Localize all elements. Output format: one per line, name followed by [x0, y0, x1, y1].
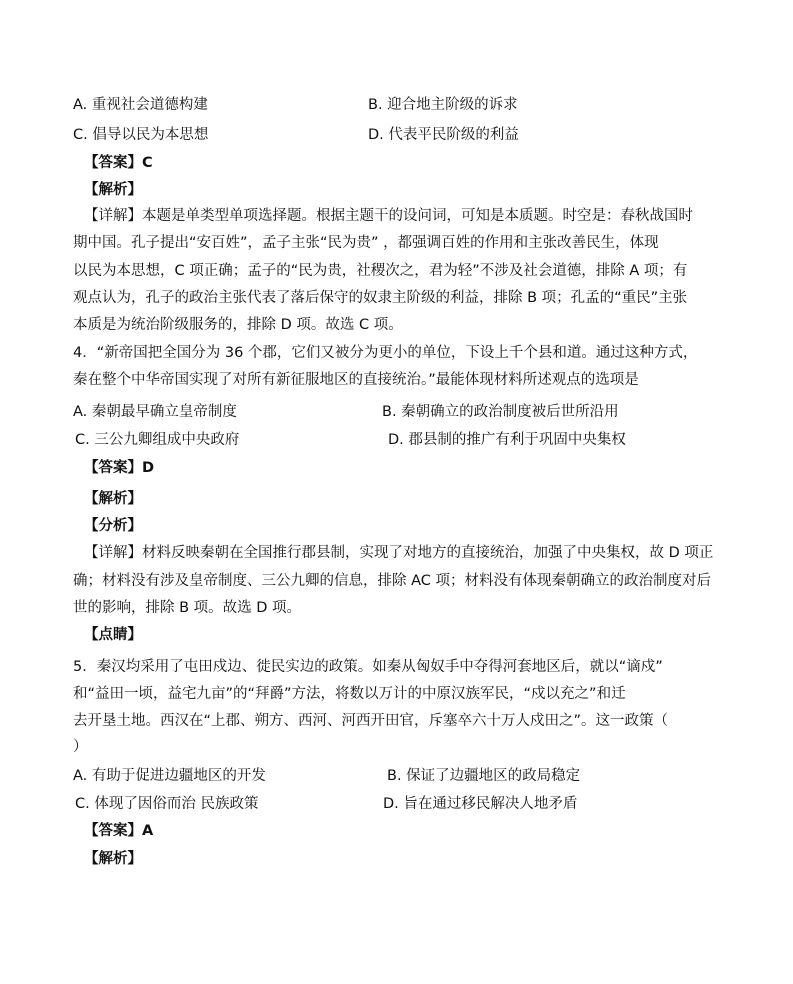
q3-detail-line-4: 观点认为，孔子的政治主张代表了落后保守的奴隶主阶级的利益，排除 B 项；孔孟的“重民”主张 — [73, 290, 688, 306]
q4-stem-line-2: 秦在整个中华帝国实现了对所有新征服地区的直接统治。”最能体现材料所述观点的选项是 — [73, 372, 639, 388]
q5-option-b: B. 保证了边疆地区的政局稳定 — [387, 768, 581, 784]
q3-option-c: C. 倡导以民为本思想 — [73, 127, 209, 143]
q4-dianjing-heading: 【点睛】 — [84, 627, 142, 643]
q3-option-b: B. 迎合地主阶级的诉求 — [368, 97, 518, 113]
q5-option-d: D. 旨在通过移民解决人地矛盾 — [383, 796, 578, 812]
q5-analysis-heading: 【解析】 — [84, 851, 142, 867]
q5-stem-line-3: 去开垦土地。西汉在“上郡、朔方、西河、河西开田官，斥塞卒六十万人戍田之”。这一政策（ — [73, 713, 669, 729]
q4-stem-line-1: 4．“新帝国把全国分为 36 个郡，它们又被分为更小的单位，下设上千个县和道。通过这种方式， — [73, 345, 698, 361]
q4-fenxi-heading: 【分析】 — [84, 518, 142, 534]
q3-detail-line-5: 本质是为统治阶级服务的，排除 D 项。故选 C 项。 — [73, 317, 403, 333]
q3-detail-line-2: 期中国。孔子提出“安百姓”，孟子主张“民为贵” ，都强调百姓的作用和主张改善民生，体现 — [73, 235, 659, 251]
q5-answer: 【答案】A — [84, 823, 154, 839]
q3-answer: 【答案】C — [84, 155, 153, 171]
q4-option-c: C. 三公九卿组成中央政府 — [75, 432, 240, 448]
q4-option-a: A. 秦朝最早确立皇帝制度 — [73, 404, 237, 420]
q5-stem-line-4: ） — [73, 739, 88, 755]
q3-detail-line-3: 以民为本思想，C 项正确；孟子的“民为贵，社稷次之，君为轻”不涉及社会道德，排除 A 项；有 — [73, 263, 688, 279]
q5-stem-line-1: 5．秦汉均采用了屯田戍边、徙民实边的政策。如秦从匈奴手中夺得河套地区后，就以“谪戍” — [73, 659, 663, 675]
q4-analysis-heading: 【解析】 — [84, 491, 142, 507]
q5-stem-line-2: 和“益田一顷，益宅九亩”的“拜爵”方法，将数以万计的中原汉族军民，“戍以充之”和迁 — [73, 686, 626, 702]
q4-option-d: D. 郡县制的推广有利于巩固中央集权 — [388, 432, 626, 448]
q4-detail-line-3: 世的影响，排除 B 项。故选 D 项。 — [73, 600, 302, 616]
q3-detail-line-1: 【详解】本题是单类型单项选择题。根据主题干的设问词，可知是本质题。时空是：春秋战国时 — [84, 208, 693, 224]
q4-answer: 【答案】D — [84, 460, 155, 476]
q3-option-d: D. 代表平民阶级的利益 — [368, 127, 519, 143]
q3-analysis-heading: 【解析】 — [84, 182, 142, 198]
q4-detail-line-1: 【详解】材料反映秦朝在全国推行郡县制，实现了对地方的直接统治，加强了中央集权，故 D 项正 — [84, 545, 714, 561]
q3-option-a: A. 重视社会道德构建 — [73, 97, 208, 113]
q4-detail-line-2: 确；材料没有涉及皇帝制度、三公九卿的信息，排除 AC 项；材料没有体现秦朝确立的政治制度对后 — [73, 573, 712, 589]
q5-option-c: C. 体现了因俗而治 民族政策 — [75, 796, 259, 812]
q5-option-a: A. 有助于促进边疆地区的开发 — [73, 768, 266, 784]
q4-option-b: B. 秦朝确立的政治制度被后世所沿用 — [382, 404, 619, 420]
